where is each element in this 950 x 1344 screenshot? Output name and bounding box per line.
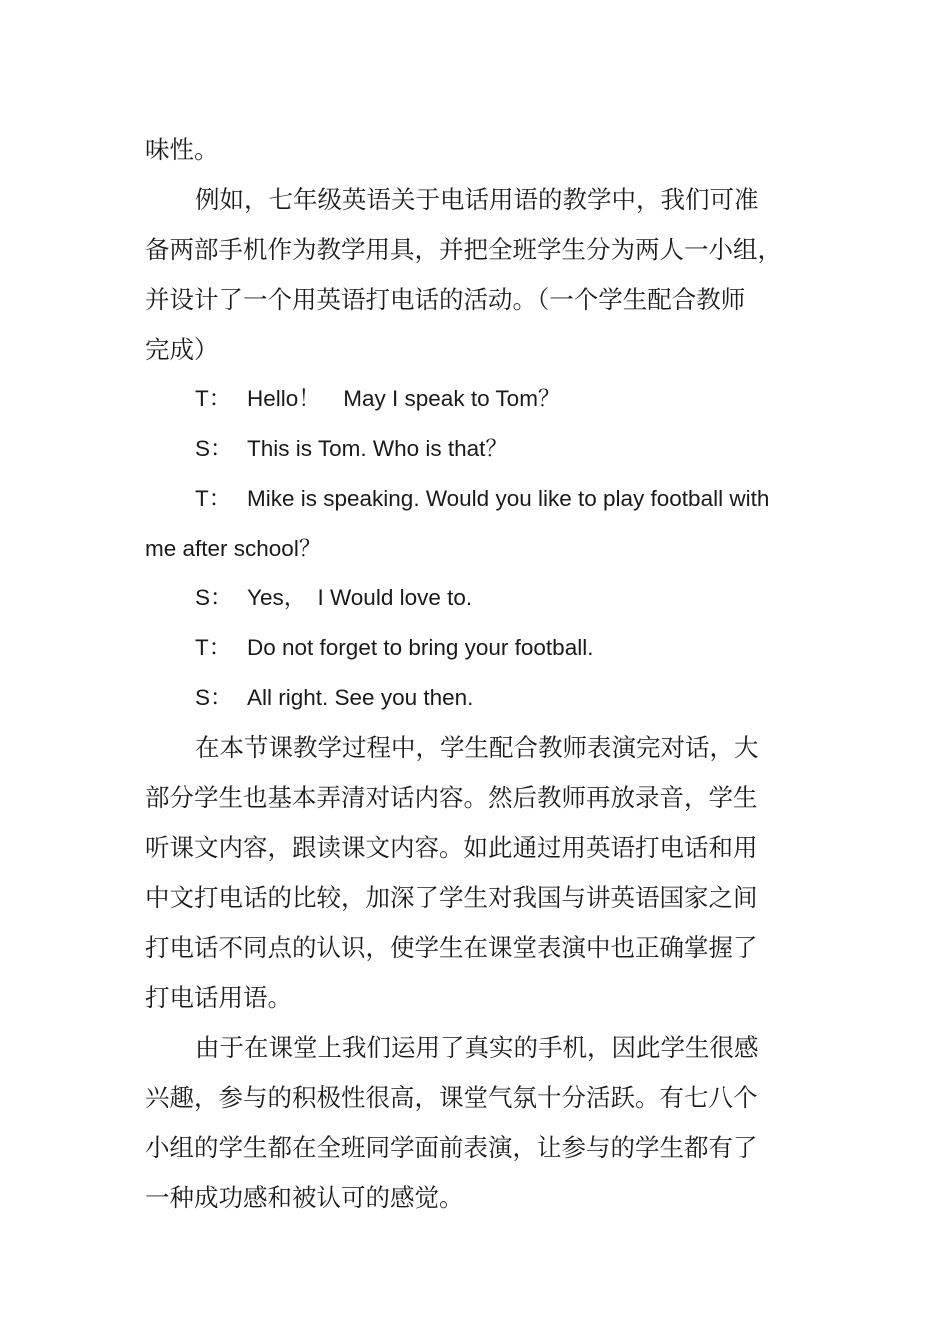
dialogue-text: Do not forget to bring your football.	[247, 635, 594, 660]
paragraph-line: 完成）	[145, 335, 219, 364]
dialogue-speaker: S：	[195, 685, 233, 710]
paragraph-line: 在本节课教学过程中，学生配合教师表演完对话，大	[195, 733, 759, 762]
dialogue-speaker: T：	[195, 386, 232, 411]
paragraph-line: 味性。	[145, 135, 219, 164]
dialogue-text: All right. See you then.	[247, 685, 474, 710]
paragraph-line: 小组的学生都在全班同学面前表演，让参与的学生都有了	[145, 1133, 758, 1162]
dialogue-line	[195, 580, 472, 616]
dialogue-speaker: T：	[195, 486, 232, 511]
dialogue-text: Mike is speaking. Would you like to play football with	[247, 486, 770, 511]
paragraph-line: 中文打电话的比较，加深了学生对我国与讲英语国家之间	[145, 883, 758, 912]
paragraph-line: 备两部手机作为教学用具，并把全班学生分为两人一小组，	[145, 235, 782, 264]
dialogue-line	[195, 431, 508, 467]
dialogue-continuation: me after school？	[145, 536, 322, 561]
paragraph-line: 例如，七年级英语关于电话用语的教学中，我们可准	[195, 185, 759, 214]
paragraph-line: 由于在课堂上我们运用了真实的手机，因此学生很感	[195, 1033, 759, 1062]
dialogue-speaker: S：	[195, 585, 233, 610]
dialogue-text: Hello！ May I speak to Tom？	[247, 386, 561, 411]
paragraph-line: 听课文内容，跟读课文内容。如此通过用英语打电话和用	[145, 833, 758, 862]
dialogue-line	[195, 381, 560, 417]
paragraph-line: 打电话用语。	[145, 983, 292, 1012]
dialogue-speaker: T：	[195, 635, 232, 660]
dialogue-line	[195, 680, 473, 716]
dialogue-line	[195, 630, 593, 666]
dialogue-line	[195, 481, 769, 517]
paragraph-line: 并设计了一个用英语打电话的活动。（一个学生配合教师	[145, 285, 746, 314]
paragraph-line: 打电话不同点的认识，使学生在课堂表演中也正确掌握了	[145, 933, 758, 962]
dialogue-text: This is Tom. Who is that？	[247, 436, 508, 461]
paragraph-line: 部分学生也基本弄清对话内容。然后教师再放录音，学生	[145, 783, 758, 812]
paragraph-line: 兴趣，参与的积极性很高，课堂气氛十分活跃。有七八个	[145, 1083, 758, 1112]
dialogue-speaker: S：	[195, 436, 233, 461]
paragraph-line: 一种成功感和被认可的感觉。	[145, 1183, 464, 1212]
dialogue-text: Yes， I Would love to.	[247, 585, 473, 610]
